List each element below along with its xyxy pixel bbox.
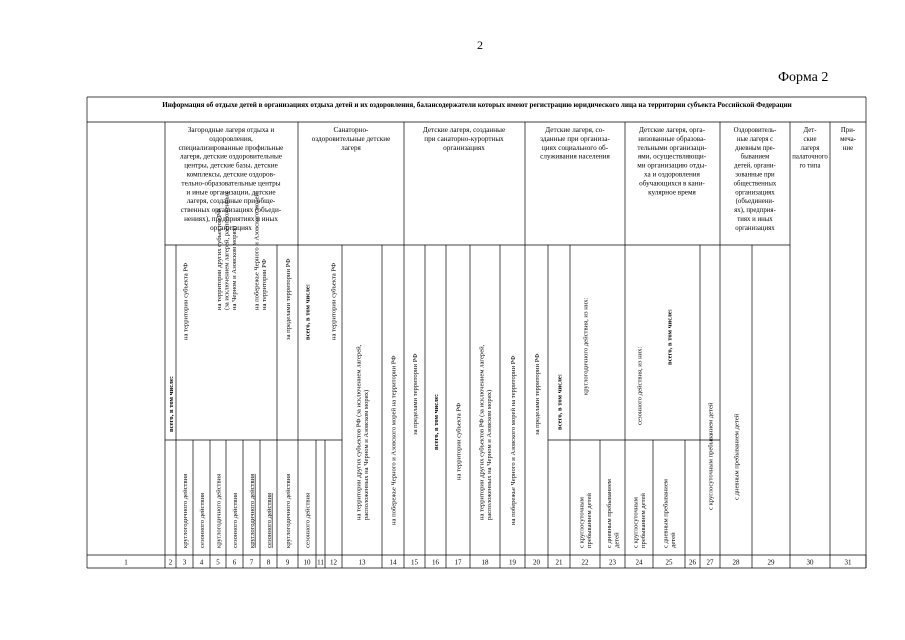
vertical-header-text: за пределами территории РФ: [284, 258, 292, 340]
group-header-text: При-: [840, 127, 856, 134]
group-header-text: комплексы, детские оздоров-: [186, 170, 276, 179]
vertical-header-text: на территории субъекта РФ: [330, 262, 338, 340]
column-number: 4: [199, 558, 204, 567]
vertical-header-text: сезонного действия, из них:: [636, 346, 644, 425]
column-number: 28: [732, 558, 740, 567]
group-header-text: лагеря: [800, 144, 820, 152]
column-number: 22: [581, 558, 589, 567]
column-number: 7: [249, 558, 254, 567]
column-number: 3: [182, 558, 187, 567]
group-header-text: быванием: [740, 153, 770, 161]
column-number: 31: [844, 558, 852, 567]
vertical-header-text: с дневным пребыванием: [606, 479, 614, 548]
group-header-text: ственных организациях (объеди-: [180, 206, 282, 215]
vertical-header-text: детей: [670, 532, 678, 548]
vertical-header-text: круглогодичного действия: [181, 473, 189, 548]
vertical-header-text: пребыванием детей: [586, 493, 594, 548]
page-number: 2: [477, 38, 483, 52]
column-number: 19: [509, 558, 516, 567]
group-header-text: специализированные профильные: [178, 143, 284, 152]
group-header-text: лагеря, детские оздоровительные: [180, 152, 282, 161]
group-header-text: (объединени-: [735, 198, 775, 206]
column-number: 26: [689, 558, 696, 567]
vertical-header-text: сезонного действия: [198, 492, 206, 548]
vertical-header-text: на побережье Черного и Азовского морей на территории РФ: [390, 355, 398, 525]
column-number: 18: [481, 558, 489, 567]
vertical-header-text: расположенных на Черном и Азовском морях): [363, 389, 371, 520]
group-header-text: служивания населения: [540, 152, 610, 161]
group-header-text: ха и оздоровления: [644, 170, 700, 179]
group-header-text: Детские лагеря, орга-: [639, 126, 705, 134]
vertical-header-text: за пределами территории РФ: [533, 353, 541, 435]
group-header-text: ями, осуществляющи-: [637, 152, 707, 161]
vertical-header-text: всего, в том числе:: [304, 284, 312, 340]
vertical-header-text: за пределами территории РФ: [411, 353, 419, 435]
group-header-text: детей, органи-: [734, 162, 776, 170]
group-header-text: нениях), предприятиях и иных: [184, 215, 278, 223]
group-header-text: циях социального об-: [541, 143, 609, 152]
column-number: 10: [303, 558, 311, 567]
vertical-header-text: пребыванием детей: [640, 493, 648, 548]
group-header-text: тельно-образовательные центры: [181, 179, 281, 188]
vertical-header-text: круглогодичного действия: [215, 473, 223, 548]
column-number: 30: [806, 558, 814, 567]
vertical-header-text: на побережье Черного и Азовского морей: [253, 193, 261, 310]
group-header-text: Дет-: [803, 127, 817, 134]
column-number: 14: [389, 558, 397, 567]
vertical-header-text: на территории других субъектов РФ: [215, 208, 223, 310]
table-text: [124, 101, 856, 567]
group-header-text: ные лагеря с: [736, 135, 774, 143]
vertical-header-text: на побережье Черного и Азовского морей на территории РФ: [509, 355, 517, 525]
group-header-text: Оздоровитель-: [733, 127, 777, 134]
column-number: 12: [330, 558, 337, 567]
group-header-text: кулярное время: [648, 188, 696, 197]
group-header-text: дневным пре-: [735, 144, 775, 152]
group-header-text: ские: [803, 135, 817, 143]
group-header-text: при санаторно-курортных: [424, 134, 504, 143]
group-header-text: лагеря: [341, 143, 361, 152]
group-header-text: тиях и иных: [737, 216, 773, 223]
group-header-text: палаточного: [792, 153, 828, 161]
vertical-header-text: на территории субъекта РФ: [455, 402, 463, 480]
column-number: 17: [454, 558, 462, 567]
column-number: 29: [767, 558, 775, 567]
column-number: 16: [432, 558, 439, 567]
vertical-header-text: с круглосуточным: [632, 497, 640, 548]
vertical-header-text: на Черном и Азовском морях): [230, 225, 238, 310]
column-number: 8: [266, 558, 271, 567]
group-header-text: обучающихся в кани-: [639, 179, 705, 188]
vertical-header-text: с дневным пребыванием детей: [733, 413, 741, 500]
vertical-header-text: круглогодичного действия, из них:: [582, 297, 590, 395]
vertical-header-text: на территории других субъектов РФ (за исключением лагерей,: [355, 344, 363, 520]
column-number: 25: [665, 558, 673, 567]
vertical-header-text: всего, в том числе:: [556, 374, 564, 430]
column-number: 6: [232, 558, 237, 567]
group-header-text: ми организацию отды-: [637, 161, 707, 170]
group-header-text: зданные при организа-: [540, 134, 610, 143]
group-header-text: низованные образова-: [638, 134, 706, 143]
vertical-header-text: (за исключением лагерей, расположенных: [223, 191, 231, 310]
group-header-text: зованные при: [735, 171, 775, 179]
group-header-text: общественных: [733, 180, 777, 188]
group-header-text: оздоровительные детские: [311, 134, 391, 143]
group-header-text: ние: [842, 144, 854, 152]
group-header-text: центры, детские базы, детские: [184, 161, 278, 170]
group-header-text: Санаторно-: [333, 126, 369, 134]
vertical-header-text: всего, в том числе:: [432, 394, 440, 450]
group-header-text: Детские лагеря, созданные: [422, 126, 506, 134]
column-number: 9: [285, 558, 290, 567]
vertical-header-text: круглогодичного действия: [284, 473, 292, 548]
vertical-header-text: круглогодичного действия: [248, 473, 256, 548]
group-header-text: меча-: [840, 135, 856, 143]
group-header-text: лагеря, созданные при обще-: [186, 197, 276, 206]
vertical-header-text: на территории субъекта РФ: [182, 262, 190, 340]
group-header-text: организациях: [210, 223, 252, 232]
vertical-header-text: с круглосуточным пребыванием детей: [707, 402, 715, 510]
group-header-text: организациях: [443, 143, 485, 152]
vertical-header-text: сезонного действия: [265, 492, 273, 548]
vertical-header-text: детей: [613, 532, 621, 548]
column-number: 24: [635, 558, 643, 567]
column-number: 15: [411, 558, 418, 567]
vertical-header-text: на территории других субъектов РФ (за исключением лагерей,: [478, 344, 486, 520]
vertical-header-text: с дневным пребыванием: [662, 479, 670, 548]
vertical-header-text: всего, в том числе:: [666, 309, 674, 365]
group-header-text: и иные организации, детские: [186, 188, 276, 197]
vertical-header-text: сезонного действия: [304, 492, 312, 548]
column-number: 27: [706, 558, 714, 567]
group-header-text: ях), предприя-: [734, 207, 776, 215]
vertical-header-text: на территории РФ: [261, 259, 269, 310]
group-header-text: тельными организаци-: [637, 143, 707, 152]
column-number: 11: [317, 558, 324, 567]
column-number: 23: [609, 558, 616, 567]
vertical-header-text: всего, в том числе:: [167, 376, 175, 432]
group-header-text: Детские лагеря, со-: [545, 126, 605, 134]
column-number: 21: [555, 558, 563, 567]
table-title: Информация об отдыхе детей в организациях отдыха детей и их оздоровления, балансодержатели которых имеют регистрацию юридического лица на территории субъекта Российской Федерации: [162, 101, 792, 109]
group-header-text: организациях: [735, 224, 775, 232]
vertical-header-text: с круглосуточным: [578, 497, 586, 548]
column-number: 2: [168, 558, 173, 567]
group-header-text: организациях: [735, 189, 775, 197]
column-number: 20: [533, 558, 540, 567]
vertical-header-text: расположенных на Черном и Азовском морях): [486, 389, 494, 520]
group-header-text: го типа: [799, 162, 821, 170]
column-number: 5: [216, 558, 220, 567]
form-label: Форма 2: [778, 70, 829, 85]
column-number: 1: [124, 558, 128, 567]
group-header-text: Загородные лагеря отдыха и: [187, 126, 275, 134]
group-header-text: оздоровления,: [209, 134, 253, 143]
vertical-header-text: сезонного действия: [231, 492, 239, 548]
column-number: 13: [358, 558, 366, 567]
